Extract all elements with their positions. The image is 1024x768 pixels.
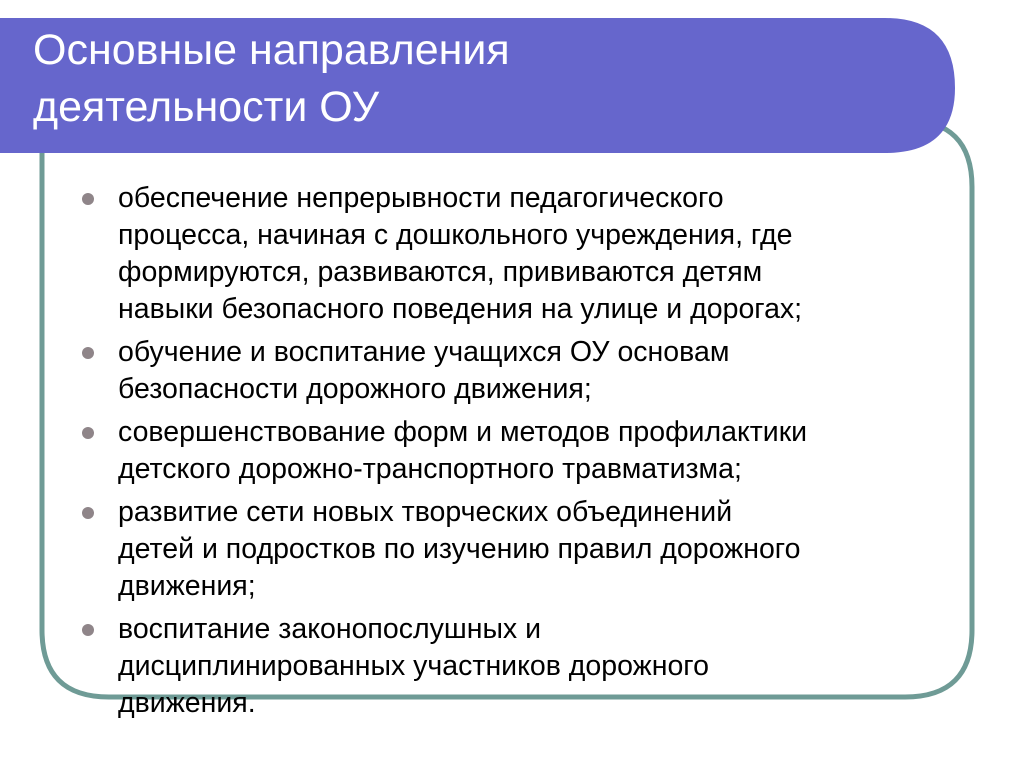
bullet-line: совершенствование форм и методов профилактики <box>118 416 808 448</box>
bullet-line: воспитание законопослушных и <box>118 613 542 645</box>
bullet-line: развитие сети новых творческих объединений <box>118 496 733 528</box>
bullet-line: детей и подростков по изучению правил дорожного <box>118 533 801 565</box>
bullet-line: обучение и воспитание учащихся ОУ основам <box>118 336 730 368</box>
title-line: Основные направления <box>33 26 510 74</box>
bullet-dot-icon <box>82 347 94 359</box>
bullet-item <box>76 414 956 488</box>
bullet-line: безопасности дорожного движения; <box>118 373 592 405</box>
bullet-dot-icon <box>82 193 94 205</box>
bullet-line: детского дорожно-транспортного травматизма; <box>118 453 742 485</box>
bullet-dot-icon <box>82 624 94 636</box>
bullet-line: обеспечение непрерывности педагогического <box>118 182 724 214</box>
bullet-item <box>76 334 956 408</box>
bullet-dot-icon <box>82 427 94 439</box>
bullet-line: процесса, начиная с дошкольного учреждения, где <box>118 219 793 251</box>
bullet-item <box>76 180 956 328</box>
bullet-item <box>76 494 956 605</box>
bullet-line: навыки безопасного поведения на улице и дорогах; <box>118 293 803 325</box>
bullet-line: формируются, развиваются, прививаются детям <box>118 256 763 288</box>
bullet-line: движения; <box>118 570 256 602</box>
bullet-list <box>76 180 956 728</box>
bullet-item <box>76 611 956 722</box>
title-line: деятельности ОУ <box>33 83 380 131</box>
bullet-line: движения. <box>118 687 256 719</box>
bullet-line: дисциплинированных участников дорожного <box>118 650 709 682</box>
slide-title <box>33 22 913 136</box>
bullet-dot-icon <box>82 507 94 519</box>
